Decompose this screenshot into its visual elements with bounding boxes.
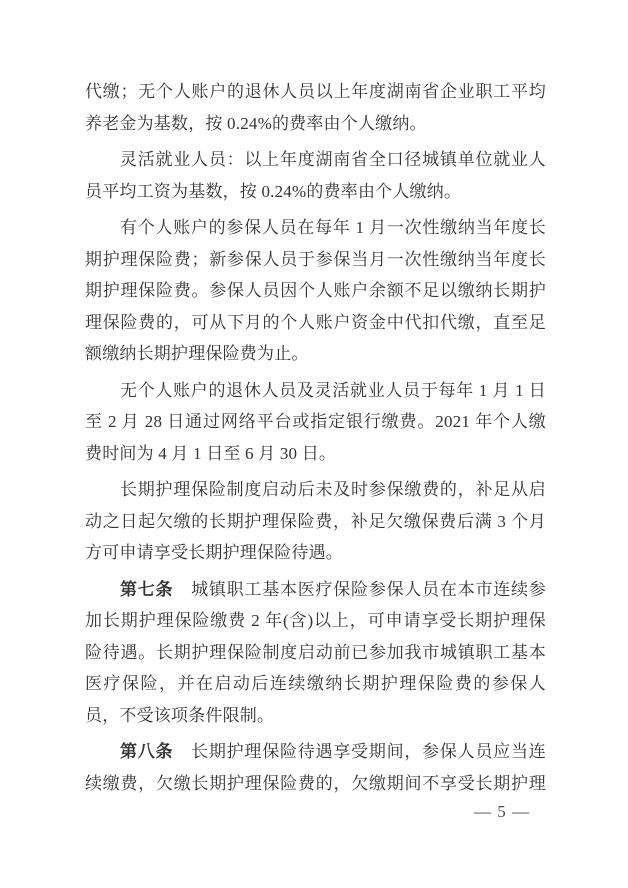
paragraph-article-8 <box>85 736 546 799</box>
text-line: 员，不受该项条件限制。 <box>85 705 275 725</box>
text-line: 代缴；无个人账户的退休人员以上年度湖南省企业职工平均 <box>85 82 546 101</box>
text-line: 期护理保险费。参保人员因个人账户余额不足以缴纳长期护 <box>85 281 546 300</box>
text-line: 额缴纳长期护理保险费为止。 <box>85 344 309 363</box>
text-line <box>85 574 546 606</box>
text-line: 至 2 月 28 日通过网络平台或指定银行缴费。2021 年个人缴 <box>85 412 546 431</box>
text-line: 期护理保险费；新参保人员于参保当月一次性缴纳当年度长 <box>85 249 546 269</box>
text-line: 理保险费的，可从下月的个人账户资金中代扣代缴，直至足 <box>85 312 546 332</box>
text-line: 加长期护理保险缴费 2 年(含)以上，可申请享受长期护理保 <box>85 611 546 630</box>
text-line: 方可申请享受长期护理保险待遇。 <box>85 543 343 562</box>
paragraph <box>85 375 546 470</box>
paragraph-article-7 <box>85 574 546 732</box>
text-line: 有个人账户的参保人员在每年 1 月一次性缴纳当年度长 <box>120 218 546 237</box>
text-line: 无个人账户的退休人员及灵活就业人员于每年 1 月 1 日 <box>120 380 546 400</box>
paragraph-continued <box>85 76 546 139</box>
document-body <box>85 76 546 804</box>
text-line: 费时间为 4 月 1 日至 6 月 30 日。 <box>85 443 337 463</box>
text-line <box>85 736 546 768</box>
text-line: 灵活就业人员：以上年度湖南省全口径城镇单位就业人 <box>120 150 546 169</box>
text-line: 险待遇。长期护理保险制度启动前已参加我市城镇职工基本 <box>85 642 546 662</box>
article-number: 第七条 <box>120 579 174 599</box>
page-number: — 5 — <box>474 802 530 821</box>
paragraph <box>85 144 546 207</box>
text-line: 长期护理保险制度启动后未及时参保缴费的，补足从启 <box>120 480 546 499</box>
paragraph <box>85 474 546 569</box>
text-line: 医疗保险，并在启动后连续缴纳长期护理保险费的参保人 <box>85 674 546 693</box>
paragraph <box>85 212 546 370</box>
text-line: 养老金为基数，按 0.24%的费率由个人缴纳。 <box>85 113 427 133</box>
text-line: 续缴费，欠缴长期护理保险费的，欠缴期间不享受长期护理 <box>85 773 546 793</box>
text-segment: 长期护理保险待遇享受期间，参保人员应当连 <box>173 742 546 761</box>
text-line: 员平均工资为基数，按 0.24%的费率由个人缴纳。 <box>85 181 462 201</box>
article-number: 第八条 <box>120 742 174 761</box>
text-segment: 城镇职工基本医疗保险参保人员在本市连续参 <box>173 579 546 599</box>
text-line: 动之日起欠缴的长期护理保险费，补足欠缴保费后满 3 个月 <box>85 511 546 531</box>
